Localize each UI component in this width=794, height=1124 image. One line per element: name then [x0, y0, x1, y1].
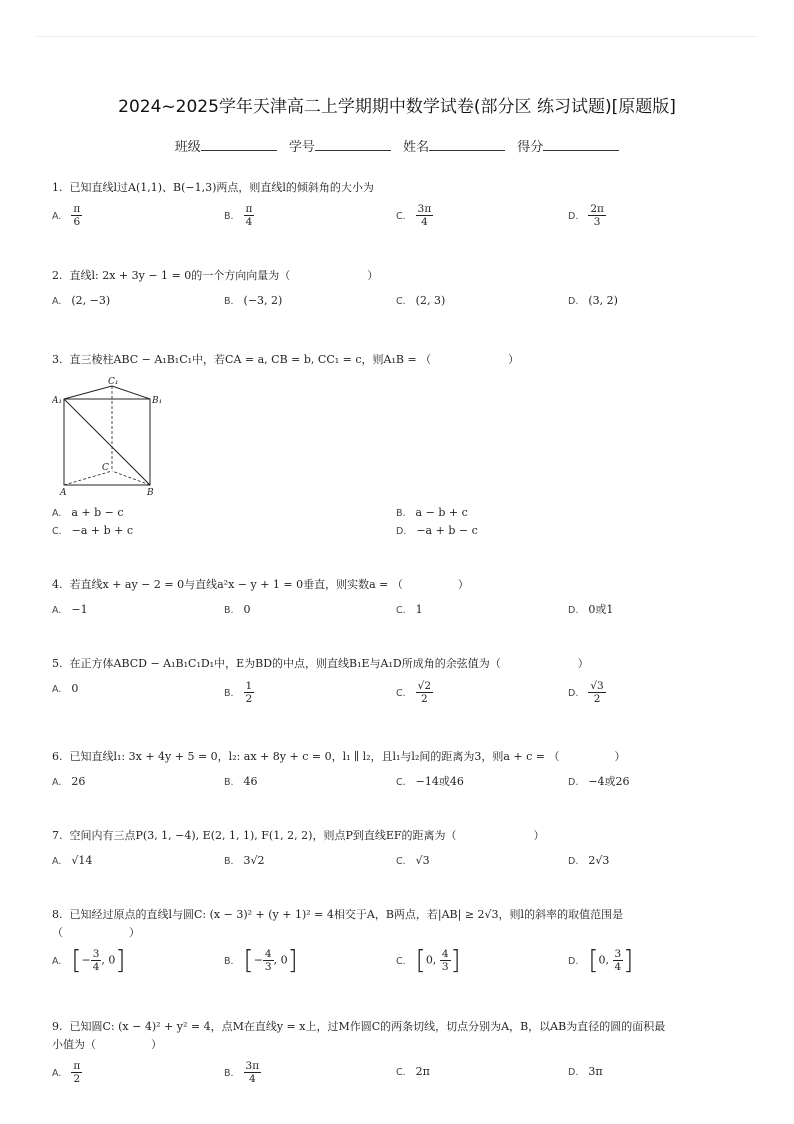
header-rule: [36, 36, 758, 37]
question-4-option-d[interactable]: D. 0或1: [568, 603, 614, 616]
question-8-option-d[interactable]: D. [0, $\frac{3}{4}$ ]: [568, 945, 634, 976]
question-6-option-b[interactable]: B. 46: [224, 775, 258, 788]
question-8-option-c[interactable]: C. [0, $\frac{4}{3}$ ]: [396, 945, 461, 976]
question-3-option-d[interactable]: D. −a + b − c: [396, 524, 478, 537]
question-4-option-a[interactable]: A. −1: [52, 603, 88, 616]
question-8-stem-cont: （ ）: [52, 926, 140, 939]
question-7-option-c[interactable]: C. √3: [396, 854, 430, 867]
label-c1: C₁: [108, 377, 119, 387]
question-5-stem: 5. 在正方体ABCD − A₁B₁C₁D₁中，E为BD的中点，则直线B₁E与A₁D所成角的余弦值为（ ）: [52, 657, 589, 670]
label-b1: B₁: [152, 396, 162, 406]
name-field[interactable]: 姓名: [403, 136, 505, 155]
question-9-option-a[interactable]: A. $\frac{\pi}{2}$: [52, 1060, 81, 1085]
question-3-option-c[interactable]: C. −a + b + c: [52, 524, 134, 537]
question-8-option-a[interactable]: A. [− $\frac{3}{4}$ , 0]: [52, 945, 126, 976]
question-2-stem: 2. 直线l: 2x + 3y − 1 = 0的一个方向向量为（ ）: [52, 269, 379, 282]
question-1-option-b[interactable]: B. $\frac{\pi}{4}$: [224, 203, 253, 228]
question-1-option-c[interactable]: C. $\frac{3\pi}{4}$: [396, 203, 432, 228]
page-title: 2024~2025学年天津高二上学期期中数学试卷(部分区 练习试题)[原题版]: [118, 97, 676, 117]
question-5-option-b[interactable]: B. $\frac{1}{2}$: [224, 680, 253, 705]
question-7-option-b[interactable]: B. 3√2: [224, 854, 265, 867]
question-8-stem: 8. 已知经过原点的直线l与圆C: (x − 3)² + (y + 1)² = 4相交于A，B两点，若|AB| ≥ 2√3，则l的斜率的取值范围是: [52, 908, 624, 921]
label-c: C: [102, 463, 109, 473]
student-info-line: [0, 136, 794, 155]
question-4-stem: 4. 若直线x + ay − 2 = 0与直线a²x − y + 1 = 0垂直，则实数a = （ ）: [52, 578, 469, 591]
question-6-option-c[interactable]: C. −14或46: [396, 775, 464, 788]
question-9-stem-cont: 小值为（ ）: [52, 1038, 162, 1051]
question-7-stem: 7. 空间内有三点P(3, 1, −4), E(2, 1, 1), F(1, 2, 2)，则点P到直线EF的距离为（ ）: [52, 829, 545, 842]
id-field[interactable]: 学号: [289, 136, 391, 155]
question-3-option-a[interactable]: A. a + b − c: [52, 506, 124, 519]
question-5-option-d[interactable]: D. $\frac{√3}{2}$: [568, 680, 604, 705]
question-1-option-d[interactable]: D. $\frac{2\pi}{3}$: [568, 203, 604, 228]
question-1-stem: 1. 已知直线l过A(1,1)、B(−1,3)两点，则直线l的倾斜角的大小为: [52, 181, 374, 194]
question-2-option-a[interactable]: A. (2, −3): [52, 294, 111, 307]
label-b: B: [147, 488, 154, 496]
score-field[interactable]: 得分: [517, 136, 619, 155]
question-6-option-a[interactable]: A. 26: [52, 775, 86, 788]
question-9-option-b[interactable]: B. $\frac{3\pi}{4}$: [224, 1060, 260, 1085]
question-9-option-c[interactable]: C. 2π: [396, 1065, 430, 1078]
question-1-option-a[interactable]: A. $\frac{\pi}{6}$: [52, 203, 81, 228]
question-9-stem: 9. 已知圆C: (x − 4)² + y² = 4，点M在直线y = x上，过M作圆C的两条切线，切点分别为A，B，以AB为直径的圆的面积最: [52, 1020, 666, 1033]
question-4-option-b[interactable]: B. 0: [224, 603, 251, 616]
question-9-option-d[interactable]: D. 3π: [568, 1065, 603, 1078]
prism-diagram: [52, 374, 162, 496]
question-6-stem: 6. 已知直线l₁: 3x + 4y + 5 = 0，l₂: ax + 8y + c = 0，l₁ ∥ l₂，且l₁与l₂间的距离为3，则a + c = （ ）: [52, 750, 626, 763]
question-7-option-a[interactable]: A. √14: [52, 854, 93, 867]
question-5-option-c[interactable]: C. $\frac{√2}{2}$: [396, 680, 432, 705]
question-4-option-c[interactable]: C. 1: [396, 603, 423, 616]
question-2-option-b[interactable]: B. (−3, 2): [224, 294, 283, 307]
question-2-option-c[interactable]: C. (2, 3): [396, 294, 446, 307]
class-field[interactable]: 班级: [175, 136, 277, 155]
question-5-option-a[interactable]: A. 0: [52, 682, 79, 695]
question-3-stem: 3. 直三棱柱ABC − A₁B₁C₁中，若CA = a, CB = b, CC₁ = c，则A₁B = （ ）: [52, 353, 520, 366]
question-6-option-d[interactable]: D. −4或26: [568, 775, 630, 788]
question-3-option-b[interactable]: B. a − b + c: [396, 506, 468, 519]
label-a1: A₁: [52, 396, 63, 406]
question-2-option-d[interactable]: D. (3, 2): [568, 294, 618, 307]
label-a: A: [60, 488, 67, 496]
question-8-option-b[interactable]: B. [− $\frac{4}{3}$ , 0]: [224, 945, 298, 976]
question-7-option-d[interactable]: D. 2√3: [568, 854, 610, 867]
